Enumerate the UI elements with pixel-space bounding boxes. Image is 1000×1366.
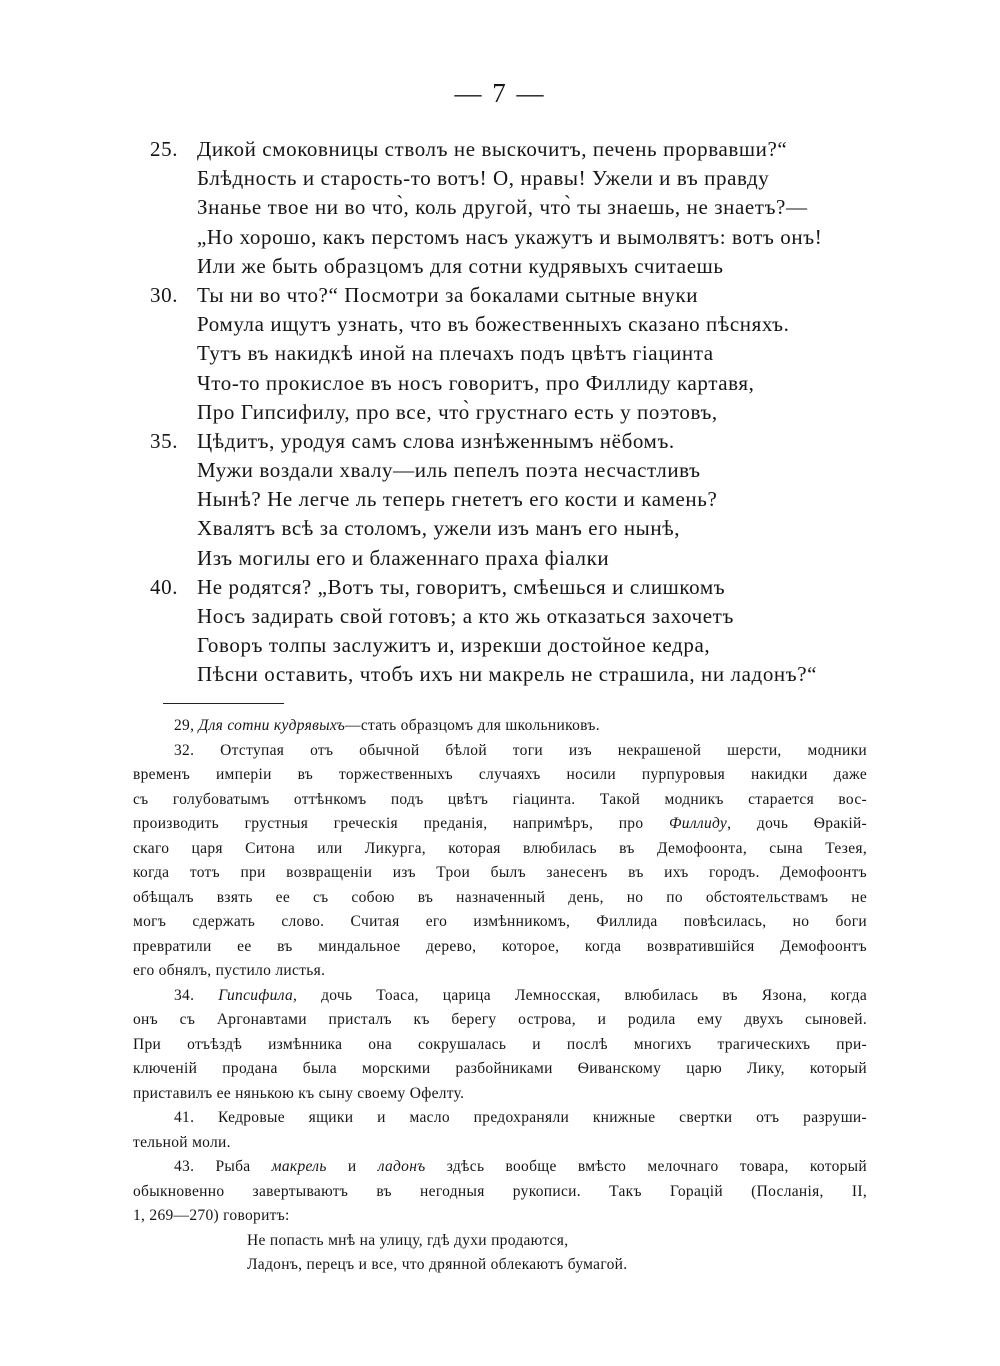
footnote-text: когда тотъ при возвращеніи изъ Трои былъ занесенъ въ ихъ городъ. Демофоонтъ bbox=[133, 864, 867, 881]
verse-text: Ромула ищутъ узнать, что въ божественныхъ сказано пѣсняхъ. bbox=[197, 312, 790, 337]
footnote bbox=[133, 739, 867, 984]
footnote-line bbox=[133, 984, 867, 1009]
verse-line bbox=[150, 456, 880, 485]
footnote-line bbox=[133, 959, 867, 984]
footnote-line bbox=[133, 910, 867, 935]
verse-line bbox=[150, 573, 880, 602]
footnote-line bbox=[133, 788, 867, 813]
verse-text: Цѣдитъ, уродуя самъ слова изнѣженнымъ нёбомъ. bbox=[197, 428, 675, 453]
footnote-text: обѣщалъ взять ее съ собою въ назначенный день, но по обстоятельствамъ не bbox=[133, 888, 867, 906]
footnote bbox=[133, 984, 867, 1107]
footnote-text: 1, 269—270) говоритъ: bbox=[133, 1207, 290, 1224]
footnote-text: —стать образцомъ для школьниковъ. bbox=[345, 717, 600, 734]
footnote-line bbox=[133, 1131, 867, 1156]
footnote-line bbox=[133, 1057, 867, 1082]
verse-line bbox=[150, 252, 880, 281]
verse-line bbox=[150, 281, 880, 310]
footnote-text: ключеній продана была морскими разбойниками Ѳиванскому царю Лику, который bbox=[133, 1060, 867, 1077]
verse-text: Знанье твое ни во что̀, коль другой, что̀ ты знаешь, не знаетъ?— bbox=[197, 195, 808, 220]
verse-line bbox=[150, 602, 880, 631]
footnotes bbox=[133, 714, 867, 1278]
verse-line bbox=[150, 369, 880, 398]
footnote-text: обыкновенно завертываютъ въ негодныя рукописи. Такъ Горацій (Посланія, II, bbox=[133, 1182, 867, 1200]
footnote-text: При отъѣздѣ измѣнника она сокрушалась и послѣ многихъ трагическихъ при- bbox=[133, 1035, 867, 1053]
verse-line bbox=[150, 660, 880, 689]
footnote-text: 32. Отступая отъ обычной бѣлой тоги изъ некрашеной шерсти, модники bbox=[174, 741, 867, 759]
verse-line bbox=[150, 135, 880, 164]
footnote-divider bbox=[163, 703, 284, 704]
verse-text: Что-то прокислое въ носъ говоритъ, про Филлиду картавя, bbox=[197, 370, 755, 395]
footnote-text: приставилъ ее нянькою къ сыну своему Офелту. bbox=[133, 1084, 465, 1102]
footnote-line bbox=[133, 837, 867, 862]
verse-line bbox=[150, 223, 880, 252]
verse-text: Дикой смоковницы стволъ не выскочитъ, печень прорвавши?“ bbox=[197, 137, 788, 161]
footnote-text: 34. bbox=[174, 986, 219, 1004]
footnote-line bbox=[133, 1180, 867, 1205]
footnote-line bbox=[133, 1033, 867, 1058]
footnote-line bbox=[133, 714, 867, 739]
footnote-emphasis: Филлиду bbox=[669, 815, 728, 832]
verse-text: Мужи воздали хвалу—иль пепелъ поэта несчастливъ bbox=[197, 458, 701, 483]
footnote-line bbox=[133, 763, 867, 788]
footnote-line bbox=[133, 886, 867, 911]
footnote-text: и bbox=[326, 1158, 378, 1175]
verse-line bbox=[150, 427, 880, 456]
verse-line bbox=[150, 514, 880, 543]
verse-text: Тутъ въ накидкѣ иной на плечахъ подъ цвѣтъ гіацинта bbox=[197, 341, 714, 366]
verse-number: 35. bbox=[150, 428, 179, 453]
verse-text: Пѣсни оставить, чтобъ ихъ ни макрель не страшила, ни ладонъ?“ bbox=[197, 662, 818, 687]
verse-text: Про Гипсифилу, про все, что̀ грустнаго есть у поэтовъ, bbox=[197, 399, 718, 424]
verse-text: „Но хорошо, какъ перстомъ насъ укажутъ и вымолвятъ: вотъ онъ! bbox=[197, 224, 823, 249]
verse-text: Говоръ толпы заслужитъ и, изрекши достойное кедра, bbox=[197, 633, 711, 658]
footnote-text: его обнялъ, пустило листья. bbox=[133, 962, 326, 979]
page-number: — 7 — bbox=[454, 78, 546, 108]
footnote bbox=[133, 1106, 867, 1155]
footnote-line bbox=[133, 1082, 867, 1107]
verse-number: 40. bbox=[150, 574, 179, 599]
footnote-line bbox=[133, 935, 867, 960]
footnote-text: скаго царя Ситона или Ликурга, которая влюбилась въ Демофоонта, сына Тезея, bbox=[133, 839, 867, 857]
verse-text: Нынѣ? Не легче ль теперь гнететъ его кости и камень? bbox=[197, 487, 718, 512]
footnote-emphasis: макрель bbox=[271, 1158, 327, 1175]
footnote-line bbox=[133, 861, 867, 886]
footnote-line bbox=[133, 812, 867, 837]
quoted-verse-line: Ладонъ, перецъ и все, что дрянной облекаютъ бумагой. bbox=[247, 1256, 628, 1273]
footnote bbox=[133, 1155, 867, 1278]
verse-text: Изъ могилы его и блаженнаго праха фіалки bbox=[197, 545, 610, 570]
footnote-text: съ голубоватымъ оттѣнкомъ подъ цвѣтъ гіацинта. Такой модникъ старается вос- bbox=[133, 790, 867, 808]
verse-number: 30. bbox=[150, 282, 179, 307]
footnote-text: онъ съ Аргонавтами присталъ къ берегу острова, и родила ему двухъ сыновей. bbox=[133, 1011, 867, 1028]
footnote-line bbox=[133, 1008, 867, 1033]
footnote-line bbox=[133, 1106, 867, 1131]
verse-text: Не родятся? „Вотъ ты, говоритъ, смѣешься и слишкомъ bbox=[197, 574, 726, 599]
quoted-verse-line: Не попасть мнѣ на улицу, гдѣ духи продаются, bbox=[247, 1231, 569, 1249]
verse-line bbox=[150, 310, 880, 339]
verse-line bbox=[150, 164, 880, 193]
footnote-text: временъ имперіи въ торжественныхъ случаяхъ носили пурпуровыя накидки даже bbox=[133, 766, 867, 783]
footnote-text: могъ сдержать слово. Считая его измѣнникомъ, Филлида повѣсилась, но боги bbox=[133, 913, 867, 930]
footnote-line bbox=[133, 1204, 867, 1229]
poem-verses bbox=[150, 135, 880, 690]
footnote-line bbox=[133, 1155, 867, 1180]
verse-text: Ты ни во что?“ Посмотри за бокалами сытные внуки bbox=[197, 282, 699, 307]
footnote-text: 29, bbox=[174, 717, 199, 734]
verse-line bbox=[150, 339, 880, 368]
footnote-emphasis: ладонъ bbox=[377, 1158, 426, 1175]
verse-text: Носъ задирать свой готовъ; а кто жь отказаться захочетъ bbox=[197, 604, 734, 628]
footnote-text: здѣсь вообще вмѣсто мелочнаго товара, который bbox=[425, 1158, 867, 1175]
verse-line bbox=[150, 398, 880, 427]
verse-number: 25. bbox=[150, 137, 179, 161]
footnote-text: 43. Рыба bbox=[174, 1158, 272, 1175]
footnote bbox=[133, 714, 867, 739]
verse-text: Или же быть образцомъ для сотни кудрявыхъ считаешь bbox=[197, 253, 724, 278]
verse-line bbox=[150, 193, 880, 222]
footnote-text: , дочь Тоаса, царица Лемносская, влюбилась въ Язона, когда bbox=[293, 986, 867, 1004]
footnote-emphasis: Гипсифила bbox=[218, 986, 293, 1004]
footnote-text: производить грустныя греческія преданія, напримѣръ, про bbox=[133, 815, 670, 832]
verse-line bbox=[150, 631, 880, 660]
footnote-text: тельной моли. bbox=[133, 1133, 231, 1151]
verse-line bbox=[150, 544, 880, 573]
verse-line bbox=[150, 485, 880, 514]
footnote-line bbox=[133, 739, 867, 764]
footnote-text: превратили ее въ миндальное дерево, которое, когда возвратившійся Демофоонтъ bbox=[133, 937, 867, 955]
footnote-text: , дочь Ѳракій- bbox=[727, 815, 867, 832]
footnote-text: 41. Кедровые ящики и масло предохраняли книжные свертки отъ разруши- bbox=[174, 1109, 867, 1126]
verse-text: Блѣдность и старость-то вотъ! О, нравы! Ужели и въ правду bbox=[197, 166, 770, 191]
verse-text: Хвалятъ всѣ за столомъ, ужели изъ манъ его нынѣ, bbox=[197, 516, 681, 541]
footnote-emphasis: Для сотни кудрявыхъ bbox=[198, 717, 346, 734]
